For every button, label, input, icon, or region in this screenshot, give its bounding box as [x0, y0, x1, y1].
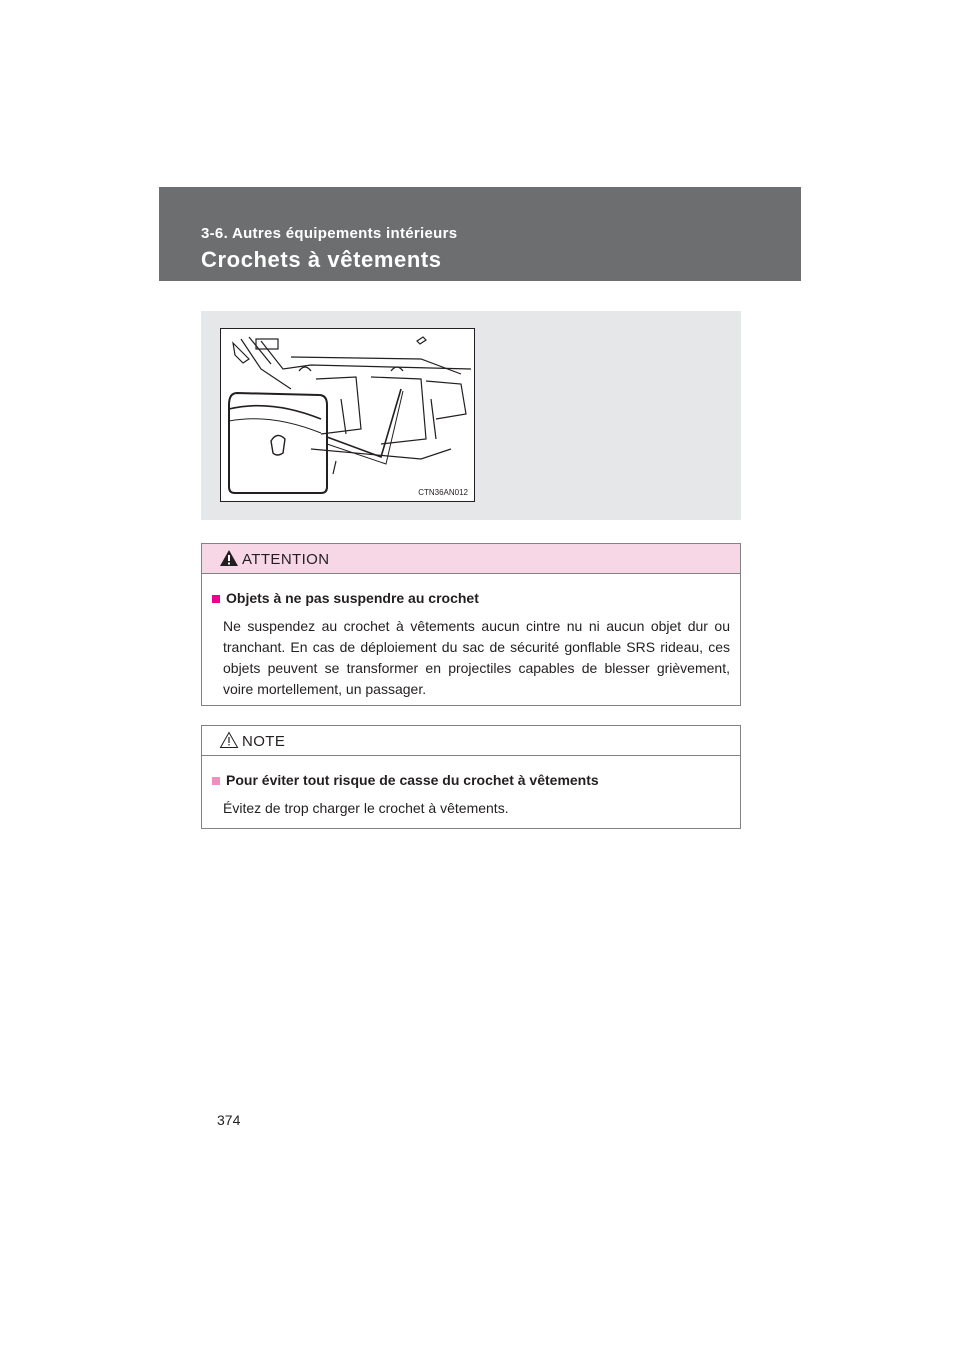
attention-box — [201, 543, 741, 706]
note-box — [201, 725, 741, 829]
figure-code: CTN36AN012 — [418, 488, 468, 497]
attention-title: ATTENTION — [242, 551, 330, 568]
page-number: 374 — [217, 1112, 241, 1128]
attention-header — [202, 544, 740, 574]
attention-item-title: Objets à ne pas suspendre au crochet — [226, 590, 479, 606]
note-title: NOTE — [242, 733, 286, 750]
section-label: 3-6. Autres équipements intérieurs — [201, 225, 458, 242]
caution-outline-icon — [219, 731, 239, 749]
note-item-title: Pour éviter tout risque de casse du crochet à vêtements — [226, 772, 599, 788]
note-item-text: Évitez de trop charger le crochet à vêtements. — [223, 800, 509, 816]
note-item-heading — [212, 770, 730, 791]
warning-icon — [219, 549, 239, 567]
note-header — [202, 726, 740, 756]
square-bullet-icon — [212, 595, 220, 603]
attention-item-heading — [212, 588, 730, 609]
square-bullet-icon — [212, 777, 220, 785]
attention-item-text: Ne suspendez au crochet à vêtements aucun cintre nu ni aucun objet dur ou tranchant. En cas de déploiement du sac de sécurité gonflable SRS rideau, ces objets peuvent se transformer en projectiles capables de blesser grièvement, voire mortellement, un passager. — [223, 618, 730, 697]
figure-panel — [201, 311, 741, 520]
section-header — [159, 187, 801, 281]
page-title: Crochets à vêtements — [201, 247, 442, 272]
car-interior-drawing — [221, 329, 474, 501]
coat-hook-illustration — [220, 328, 475, 502]
